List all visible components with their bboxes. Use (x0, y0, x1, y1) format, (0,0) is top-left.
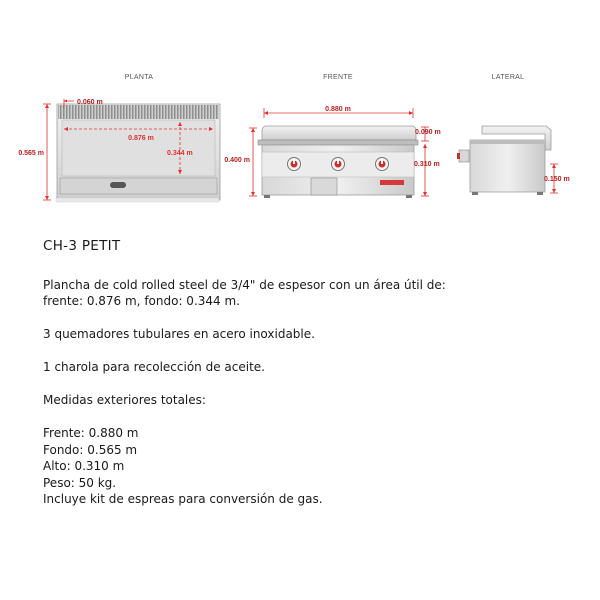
planta-tray-handle (110, 182, 126, 188)
frente-view (224, 74, 440, 198)
spec-kit: Incluye kit de espreas para conversión de gas. (43, 492, 323, 506)
lateral-foot-back (537, 192, 543, 195)
frente-knob-2 (332, 158, 345, 171)
measures-heading: Medidas exteriores totales: (43, 393, 206, 407)
lateral-view (457, 74, 570, 195)
planta-grille (58, 105, 219, 119)
frente-dim-width: 0.880 m (325, 106, 351, 113)
planta-view (18, 74, 220, 202)
frente-knob-1 (288, 158, 301, 171)
frente-dim-backsplash: 0.090 m (415, 129, 441, 136)
technical-drawings (0, 0, 600, 230)
frente-dim-height-body: 0.310 m (414, 161, 440, 168)
frente-foot-left (264, 195, 270, 198)
specs-list (43, 425, 583, 508)
burners-text: 3 quemadores tubulares en acero inoxidable. (43, 327, 315, 341)
planta-dim-depth-useful: 0.344 m (167, 150, 193, 157)
planta-label: PLANTA (124, 74, 154, 81)
spec-peso: Peso: 50 kg. (43, 475, 117, 490)
frente-label: FRENTE (323, 74, 353, 81)
planta-dim-width: 0.876 m (128, 135, 154, 142)
spec-frente: Frente: 0.880 m (43, 426, 139, 440)
planta-cooking-surface (62, 120, 215, 176)
description-paragraph (43, 277, 583, 310)
frente-foot-right (406, 195, 412, 198)
frente-dim-height-total: 0.400 m (224, 157, 250, 164)
lateral-label: LATERAL (491, 74, 525, 81)
lateral-foot-front (472, 192, 478, 195)
spec-alto: Alto: 0.310 m (43, 459, 125, 473)
description-line-1: Plancha de cold rolled steel de 3/4" de espesor con un área útil de: (43, 277, 446, 292)
planta-tray (60, 178, 217, 194)
lateral-knob (459, 150, 469, 162)
frente-backsplash (262, 126, 416, 140)
frente-knob-3 (376, 158, 389, 171)
planta-dim-depth-total: 0.565 m (18, 150, 44, 157)
planta-dim-lip: 0.060 m (77, 99, 103, 106)
description-line-2: frente: 0.876 m, fondo: 0.344 m. (43, 294, 240, 308)
lateral-dim-leg: 0.150 m (544, 176, 570, 183)
frente-brand-plate (380, 180, 404, 185)
product-title: CH-3 PETIT (43, 238, 121, 254)
frente-plate (258, 140, 418, 145)
product-description (43, 238, 583, 524)
spec-fondo: Fondo: 0.565 m (43, 442, 138, 457)
frente-oil-tray (311, 178, 337, 195)
tray-text: 1 charola para recolección de aceite. (43, 360, 265, 374)
lateral-body (470, 140, 545, 192)
